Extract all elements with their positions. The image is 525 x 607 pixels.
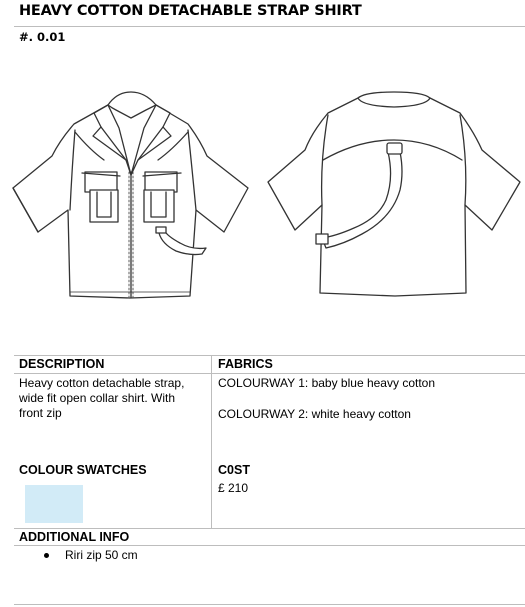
bottom-border xyxy=(14,604,525,605)
front-shirt-sketch xyxy=(13,92,248,298)
column-divider xyxy=(211,355,212,528)
reference-number: #. 0.01 xyxy=(19,30,66,44)
additional-divider xyxy=(14,528,525,529)
description-line-3: front zip xyxy=(19,406,62,420)
additional-item: Riri zip 50 cm xyxy=(65,548,138,562)
additional-info-heading: ADDITIONAL INFO xyxy=(19,530,130,544)
page-title: HEAVY COTTON DETACHABLE STRAP SHIRT xyxy=(19,3,362,19)
fabrics-heading: FABRICS xyxy=(218,357,273,371)
cost-heading: C0ST xyxy=(218,463,250,477)
bullet-icon xyxy=(44,553,49,558)
additional-header-divider xyxy=(14,545,525,546)
description-line-1: Heavy cotton detachable strap, xyxy=(19,376,185,390)
back-shirt-sketch xyxy=(268,92,520,296)
colour-swatch-baby-blue xyxy=(25,485,83,523)
description-line-2: wide fit open collar shirt. With xyxy=(19,391,176,405)
colour-swatches-heading: COLOUR SWATCHES xyxy=(19,463,147,477)
colourway-2: COLOURWAY 2: white heavy cotton xyxy=(218,407,411,421)
cost-value: £ 210 xyxy=(218,481,249,495)
colourway-1: COLOURWAY 1: baby blue heavy cotton xyxy=(218,376,436,390)
header-divider xyxy=(14,373,525,374)
description-heading: DESCRIPTION xyxy=(19,357,105,371)
table-top-border xyxy=(14,355,525,356)
